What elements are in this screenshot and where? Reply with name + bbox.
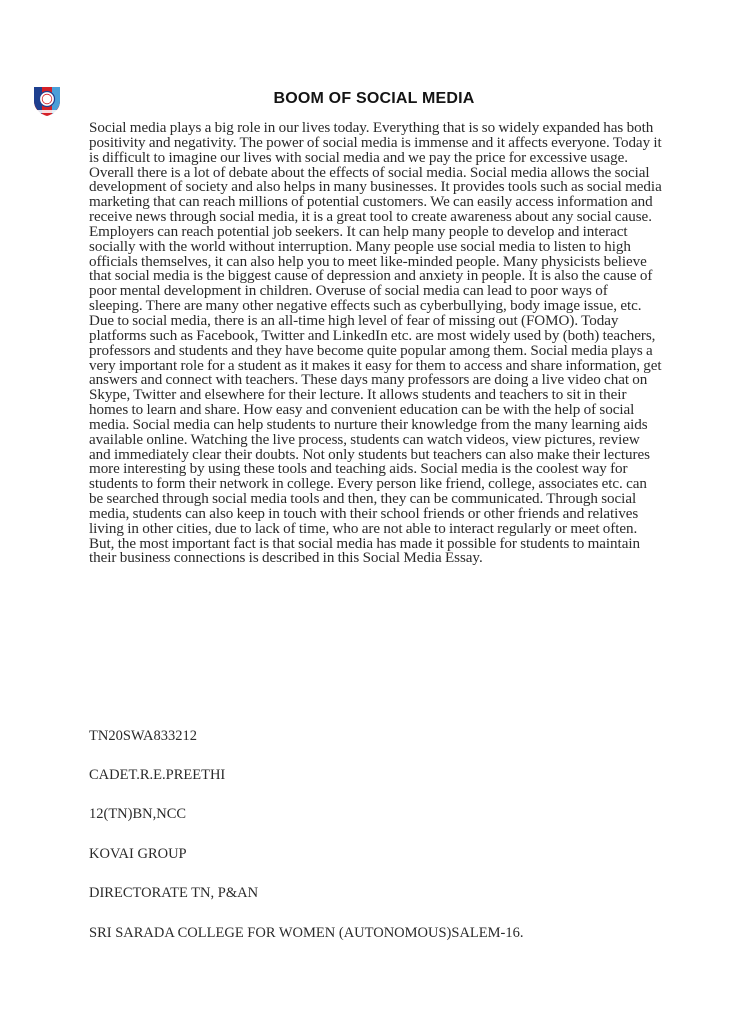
essay-title: BOOM OF SOCIAL MEDIA	[273, 90, 475, 107]
cadet-id: TN20SWA833212	[89, 728, 197, 744]
cadet-name: CADET.R.E.PREETHI	[89, 767, 226, 783]
cadet-unit: 12(TN)BN,NCC	[89, 806, 187, 822]
cadet-directorate: DIRECTORATE TN, P&AN	[89, 885, 259, 901]
cadet-college: SRI SARADA COLLEGE FOR WOMEN (AUTONOMOUS)SALEM-16.	[89, 925, 524, 941]
essay-body: Social media plays a big role in our lives today. Everything that is so widely expanded has both positivity and negativity. The power of social media is immense and it affects everyone. Today it is difficult to imagine our lives with social media and we pay the price for excessive usage. Overall there is a lot of debate about the effects of social media. Social media allows the social development of society and also helps in many businesses. It provides tools such as social media marketing that can reach millions of potential customers. We can easily access information and receive news through social media, it is a great tool to create awareness about any social cause. Employers can reach potential job seekers. It can help many people to develop and interact socially with the world without interruption. Many people use social media to listen to high officials themselves, it can also help you to meet like-minded people. Many physicists believe that social media is the biggest cause of depression and anxiety in people. It is also the cause of poor mental development in children. Overuse of social media can lead to poor ways of sleeping. There are many other negative effects such as cyberbullying, body image issue, etc. Due to social media, there is an all-time high level of fear of missing out (FOMO). Today platforms such as Facebook, Twitter and LinkedIn etc. are most widely used by (both) teachers, professors and students and they have become quite popular among them. Social media plays a very important role for a student as it makes it easy for them to access and share information, get answers and connect with teachers. These days many professors are doing a live video chat on Skype, Twitter and elsewhere for their lecture. It allows students and teachers to sit in their homes to learn and share. How easy and convenient education can be with the help of social media. Social media can help students to nurture their knowledge from the many learning aids available online. Watching the live process, students can watch videos, view pictures, review and immediately clear their doubts. Not only students but teachers can also make their lectures more interesting by using these tools and teaching aids. Social media is the coolest way for students to form their network in college. Every person like friend, college, associates etc. can be searched through social media tools and then, they can be communicated. Through social media, students can also keep in touch with their school friends or other friends and relatives living in other cities, due to lack of time, who are not able to interact regularly or meet often. But, the most important fact is that social media has made it possible for students to maintain their business connections is described in this Social Media Essay.	[89, 120, 662, 567]
cadet-group: KOVAI GROUP	[89, 846, 187, 862]
